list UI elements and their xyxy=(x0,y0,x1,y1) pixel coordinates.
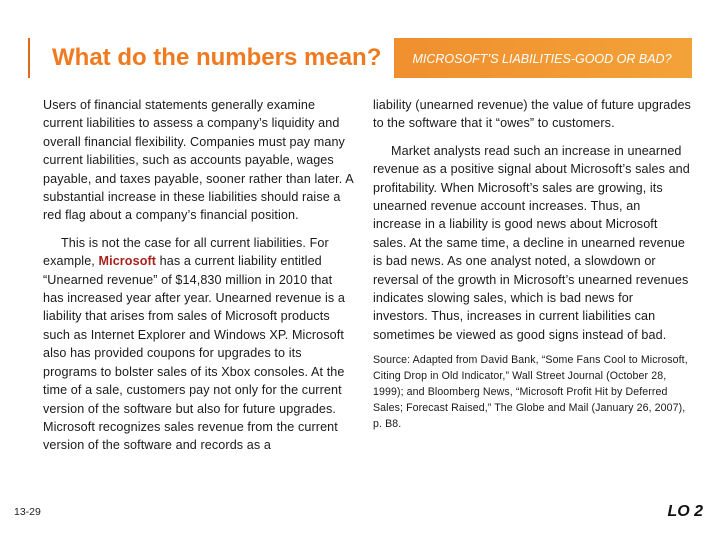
company-name-highlight: Microsoft xyxy=(98,254,157,269)
page-title: What do the numbers mean? xyxy=(30,38,394,78)
left-column xyxy=(43,96,355,455)
right-column xyxy=(373,96,691,432)
page-subtitle: MICROSOFT’S LIABILITIES-GOOD OR BAD? xyxy=(412,52,672,66)
left-paragraph-2-body: has a current liability entitled “Unearned revenue” of $14,830 million in 2010 that has increased year after year. Unearned revenue is a liability that arises from sales of Microsoft products such as Internet Explorer and Windows XP. Microsoft also has provided coupons for upgrades to its programs to bolster sales of its Xbox consoles. At the time of a sale, customers pay not only for the current version of the software but also for future upgrades. Microsoft recognizes sales revenue from the current version of the software and records as a xyxy=(43,254,346,453)
left-paragraph-1: Users of financial statements generally examine current liabilities to assess a company’s liquidity and overall financial flexibility. Companies must pay many current liabilities, such as accounts payable, wages payable, and taxes payable, sooner rather than later. A substantial increase in these liabilities should raise a red flag about a company’s financial position. xyxy=(43,98,354,223)
left-paragraph-2-intro: This is not the case for all current liabilities. For example, xyxy=(43,235,329,269)
right-paragraph-2: Market analysts read such an increase in unearned revenue as a positive signal about Microsoft’s sales and profitability. When Microsoft’s sales are growing, its unearned revenue account increases. Thus, an increase in a liability is good news about Microsoft sales. At the same time, a decline in unearned revenue is bad news. As one analyst noted, a slowdown or reversal of the growth in Microsoft’s unearned revenues indicates slowing sales, which is bad news for investors. Thus, increases in current liabilities can sometimes be viewed as good signs instead of bad. xyxy=(373,143,690,342)
source-citation: Source: Adapted from David Bank, “Some Fans Cool to Microsoft, Citing Drop in Old Indicator,” Wall Street Journal (October 28, 1999); and Bloomberg News, “Microsoft Profit Hit by Deferred Sales; Forecast Raised,” The Globe and Mail (January 26, 2007), p. B8. xyxy=(373,354,688,431)
left-paragraph-2 xyxy=(43,234,355,455)
learning-objective-label: LO 2 xyxy=(667,503,703,520)
right-paragraph-1: liability (unearned revenue) the value of future upgrades to the software that it “owes” to customers. xyxy=(373,98,691,131)
page-number: 13-29 xyxy=(14,506,41,518)
